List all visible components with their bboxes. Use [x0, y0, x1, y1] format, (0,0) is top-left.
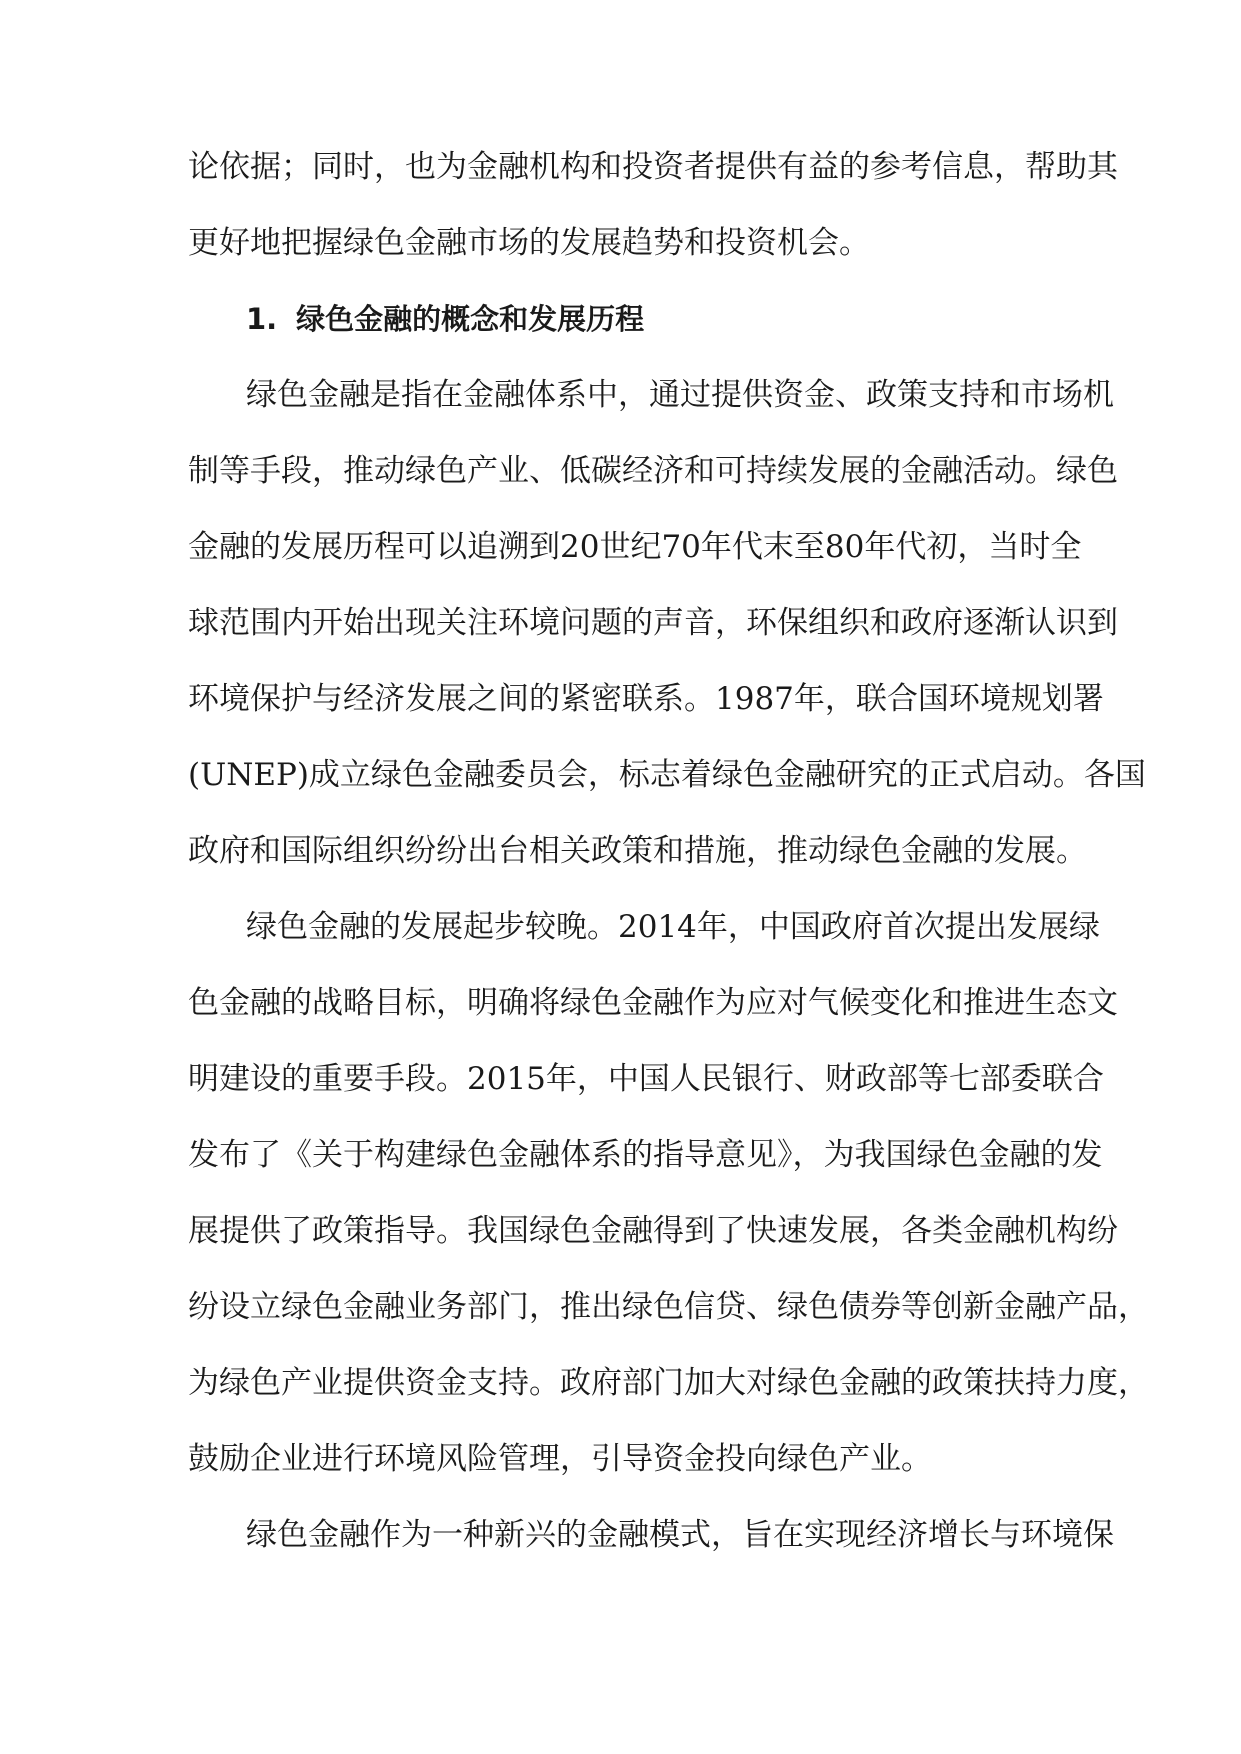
section-title: 绿色金融的概念和发展历程	[296, 302, 645, 336]
text-line: 绿色金融作为一种新兴的金融模式，旨在实现经济增长与环境保	[246, 1517, 1114, 1553]
text-line: 绿色金融的发展起步较晚。2014年，中国政府首次提出发展绿	[246, 909, 1100, 945]
text-line: 明建设的重要手段。2015年，中国人民银行、财政部等七部委联合	[188, 1061, 1104, 1097]
section-number: 1.	[246, 302, 278, 336]
text-line: 纷设立绿色金融业务部门，推出绿色信贷、绿色债券等创新金融产品，	[188, 1289, 1149, 1325]
text-line: 金融的发展历程可以追溯到20世纪70年代末至80年代初，当时全	[188, 529, 1082, 565]
text-line: 政府和国际组织纷纷出台相关政策和措施，推动绿色金融的发展。	[188, 833, 1087, 869]
text-line: 色金融的战略目标，明确将绿色金融作为应对气候变化和推进生态文	[188, 985, 1118, 1021]
body-paragraph	[188, 376, 1146, 870]
body-paragraph	[188, 908, 1149, 1478]
text-line: 环境保护与经济发展之间的紧密联系。1987年，联合国环境规划署	[188, 681, 1104, 717]
body-paragraph	[188, 1516, 1114, 1554]
text-line: 球范围内开始出现关注环境问题的声音，环保组织和政府逐渐认识到	[188, 605, 1118, 641]
text-line: 绿色金融是指在金融体系中，通过提供资金、政策支持和市场机	[246, 377, 1114, 413]
text-line: (UNEP)成立绿色金融委员会，标志着绿色金融研究的正式启动。各国	[188, 757, 1146, 793]
text-line: 鼓励企业进行环境风险管理，引导资金投向绿色产业。	[188, 1441, 932, 1477]
text-line: 论依据；同时，也为金融机构和投资者提供有益的参考信息，帮助其	[188, 149, 1118, 185]
section-heading	[188, 300, 1054, 338]
text-line: 制等手段，推动绿色产业、低碳经济和可持续发展的金融活动。绿色	[188, 453, 1118, 489]
document-page	[188, 148, 1149, 1592]
text-line: 发布了《关于构建绿色金融体系的指导意见》，为我国绿色金融的发	[188, 1137, 1103, 1173]
text-line: 展提供了政策指导。我国绿色金融得到了快速发展，各类金融机构纷	[188, 1213, 1118, 1249]
intro-paragraph	[188, 148, 1118, 262]
text-line: 为绿色产业提供资金支持。政府部门加大对绿色金融的政策扶持力度，	[188, 1365, 1149, 1401]
text-line: 更好地把握绿色金融市场的发展趋势和投资机会。	[188, 225, 870, 261]
